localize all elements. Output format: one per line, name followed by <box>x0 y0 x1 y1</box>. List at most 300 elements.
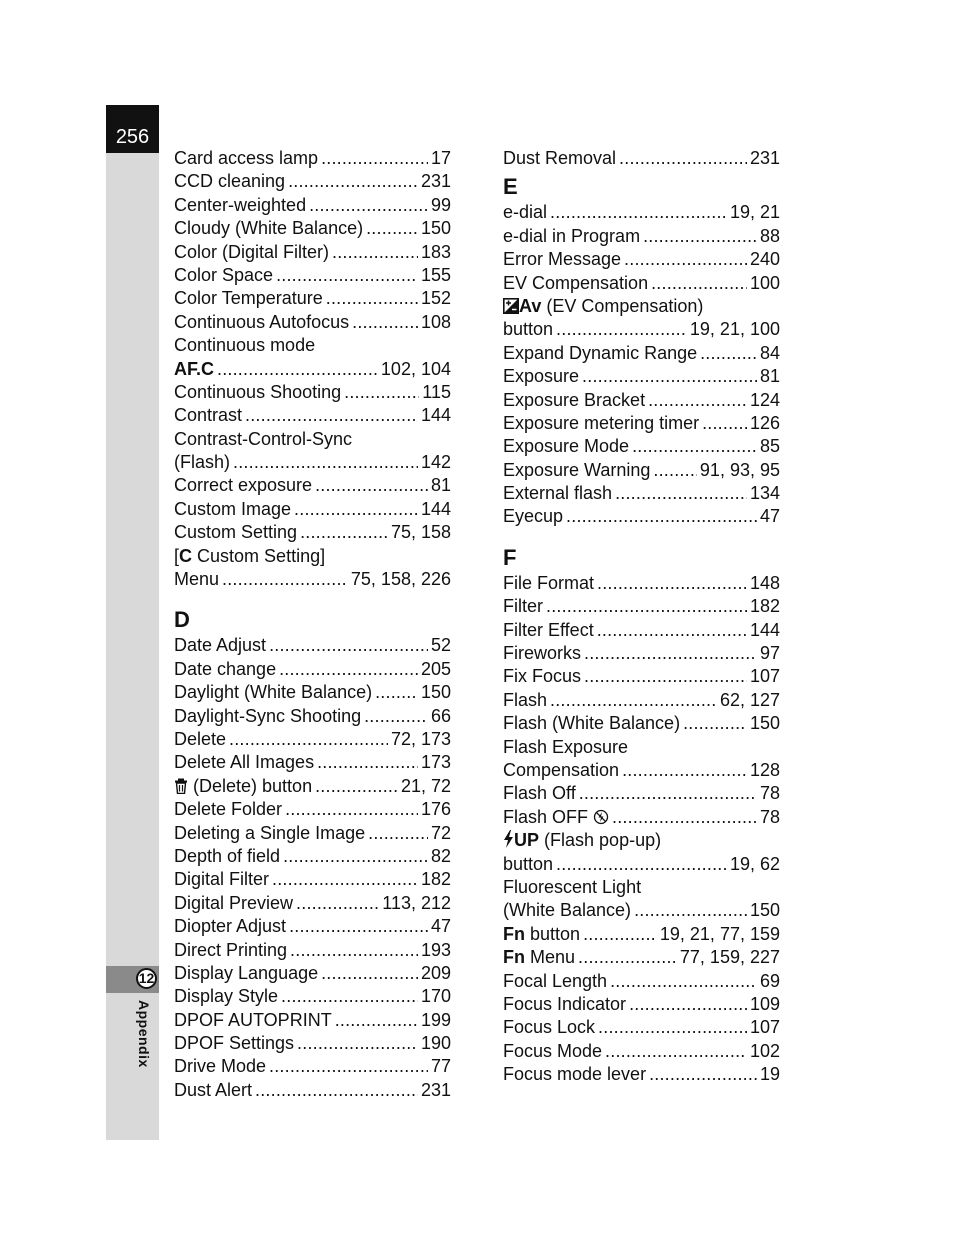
index-entry <box>174 1032 451 1055</box>
index-term <box>503 389 645 412</box>
dot-leader <box>285 798 418 821</box>
dot-leader <box>272 868 418 891</box>
index-term <box>503 459 650 482</box>
index-term-text: Date change <box>174 658 277 679</box>
dot-leader <box>556 318 687 341</box>
key-symbol: Av <box>519 295 542 316</box>
index-entry-line: Fluorescent Light <box>503 876 642 897</box>
key-symbol: Fn <box>503 947 525 968</box>
page-refs: 77 <box>430 1056 451 1077</box>
custom-setting-symbol: C <box>179 545 193 566</box>
index-term-text: CCD cleaning <box>174 171 286 192</box>
page-refs: 124 <box>749 389 780 410</box>
dot-leader <box>634 899 747 922</box>
index-entry <box>503 459 780 482</box>
section-heading: D <box>174 607 190 633</box>
page-refs: 97 <box>759 643 780 664</box>
index-term-text: Diopter Adjust <box>174 916 287 937</box>
index-entry <box>174 217 451 240</box>
dot-leader <box>245 404 418 427</box>
dot-leader <box>556 853 727 876</box>
index-term <box>174 521 297 544</box>
index-entry <box>174 962 451 985</box>
index-term <box>174 634 266 657</box>
dot-leader <box>702 412 747 435</box>
page-refs: 150 <box>420 218 451 239</box>
dot-leader <box>605 1040 747 1063</box>
index-term <box>503 759 619 782</box>
page-refs: 182 <box>420 869 451 890</box>
dot-leader <box>624 248 747 271</box>
flash-off-icon <box>593 809 609 825</box>
index-entry <box>174 241 451 264</box>
dot-leader <box>619 147 747 170</box>
index-term-text: Focus mode lever <box>503 1064 647 1085</box>
page-refs: 150 <box>749 713 780 734</box>
index-entry-line: Contrast-Control-Sync <box>174 428 353 449</box>
index-entry <box>503 712 780 735</box>
index-entry <box>174 939 451 962</box>
exposure-compensation-icon <box>503 298 519 314</box>
section-heading: F <box>503 544 517 570</box>
index-entry <box>174 751 451 774</box>
dot-leader <box>546 595 747 618</box>
index-term-text: Flash <box>503 689 548 710</box>
index-term <box>174 1009 332 1032</box>
dot-leader <box>610 970 757 993</box>
index-term <box>174 568 219 591</box>
index-term <box>503 342 697 365</box>
index-term-text: Color (Digital Filter) <box>174 241 330 262</box>
index-column-right <box>503 147 780 1086</box>
index-term <box>503 970 607 993</box>
dot-leader <box>315 775 398 798</box>
index-term <box>503 435 629 458</box>
index-term-text: e-dial in Program <box>503 225 641 246</box>
index-entry <box>503 806 780 829</box>
index-column-left <box>174 147 451 1102</box>
key-symbol: UP <box>514 830 540 851</box>
page-refs: 199 <box>420 1009 451 1030</box>
index-term-text: button <box>503 319 554 340</box>
index-term <box>174 1055 266 1078</box>
page-refs: 144 <box>420 405 451 426</box>
index-term-text: Focus Lock <box>503 1017 596 1038</box>
dot-leader <box>233 451 418 474</box>
index-entry <box>174 705 451 728</box>
index-term <box>174 658 276 681</box>
index-entry <box>174 358 451 381</box>
dot-leader <box>653 459 697 482</box>
index-term <box>174 845 280 868</box>
dot-leader <box>648 389 747 412</box>
page-refs: 173 <box>420 752 451 773</box>
dot-leader <box>578 946 677 969</box>
index-term-text: Focus Mode <box>503 1040 603 1061</box>
dot-leader <box>309 194 428 217</box>
index-entry <box>503 505 780 528</box>
index-term <box>503 1063 646 1086</box>
dot-leader <box>281 985 418 1008</box>
index-term <box>174 962 318 985</box>
dot-leader <box>229 728 388 751</box>
index-entry-line <box>503 829 780 852</box>
index-entry <box>174 287 451 310</box>
index-term-text: Direct Printing <box>174 939 288 960</box>
index-entry <box>174 1009 451 1032</box>
index-term <box>174 892 293 915</box>
dot-leader <box>344 381 419 404</box>
page-refs: 231 <box>420 1079 451 1100</box>
page-refs: 21, 72 <box>400 775 451 796</box>
page-refs: 77, 159, 227 <box>679 947 780 968</box>
index-term <box>503 1016 595 1039</box>
index-term-text: Fireworks <box>503 643 582 664</box>
dot-leader <box>566 505 757 528</box>
page-refs: 183 <box>420 241 451 262</box>
index-entry <box>503 782 780 805</box>
index-entry <box>503 970 780 993</box>
index-term-text: Flash Off <box>503 783 576 804</box>
index-term-text: Deleting a Single Image <box>174 822 366 843</box>
index-term <box>174 751 314 774</box>
dot-leader <box>368 822 428 845</box>
page-refs: 19 <box>759 1064 780 1085</box>
index-entry <box>174 634 451 657</box>
index-entry <box>503 993 780 1016</box>
dot-leader <box>583 923 657 946</box>
index-entry <box>503 482 780 505</box>
index-entry <box>503 225 780 248</box>
index-term-text: Exposure Warning <box>503 459 651 480</box>
index-term-text: File Format <box>503 572 595 593</box>
index-term <box>503 595 543 618</box>
dot-leader <box>700 342 757 365</box>
page-refs: 148 <box>749 572 780 593</box>
index-term <box>503 272 648 295</box>
page-refs: 75, 158, 226 <box>350 569 451 590</box>
dot-leader <box>584 642 757 665</box>
index-entry <box>174 451 451 474</box>
dot-leader <box>550 689 717 712</box>
page-refs: 109 <box>749 993 780 1014</box>
index-entry <box>174 845 451 868</box>
dot-leader <box>629 993 747 1016</box>
page-refs: 231 <box>420 171 451 192</box>
page-refs: 82 <box>430 845 451 866</box>
index-term <box>503 619 594 642</box>
page-refs: 81 <box>430 475 451 496</box>
index-term <box>174 985 278 1008</box>
dot-leader <box>352 311 418 334</box>
page-refs: 100 <box>749 272 780 293</box>
index-entry <box>174 474 451 497</box>
dot-leader <box>326 287 418 310</box>
index-entry <box>503 619 780 642</box>
index-entry <box>503 946 780 969</box>
index-term-text: Delete <box>174 728 227 749</box>
index-entry <box>503 412 780 435</box>
page-refs: 107 <box>749 1017 780 1038</box>
index-term-text: Continuous Autofocus <box>174 311 350 332</box>
page-refs: 150 <box>420 682 451 703</box>
index-entry <box>174 1079 451 1102</box>
dot-leader <box>375 681 418 704</box>
index-term <box>503 782 576 805</box>
index-term-text: Digital Filter <box>174 869 270 890</box>
index-entry <box>174 170 451 193</box>
page-refs: 102, 104 <box>380 358 451 379</box>
index-term <box>503 248 621 271</box>
index-term-text: Flash (White Balance) <box>503 713 681 734</box>
page-refs: 134 <box>749 483 780 504</box>
page-refs: 52 <box>430 635 451 656</box>
page-refs: 102 <box>749 1040 780 1061</box>
index-term <box>503 201 547 224</box>
dot-leader <box>584 665 747 688</box>
dot-leader <box>294 498 418 521</box>
index-term-text: Digital Preview <box>174 892 294 913</box>
page-refs: 47 <box>759 506 780 527</box>
page-refs: 66 <box>430 705 451 726</box>
index-entry <box>503 759 780 782</box>
index-term-text: Card access lamp <box>174 148 319 168</box>
dot-leader <box>279 658 418 681</box>
dot-leader <box>364 705 428 728</box>
index-entry <box>174 521 451 544</box>
dot-leader <box>597 572 747 595</box>
index-entry <box>503 272 780 295</box>
page-refs: 19, 21, 77, 159 <box>659 923 780 944</box>
page-refs: 72 <box>430 822 451 843</box>
bracket: [ <box>174 545 180 566</box>
page-refs: 155 <box>420 264 451 285</box>
page-refs: 128 <box>749 759 780 780</box>
index-term-text: (Flash pop-up) <box>544 830 662 851</box>
index-entry <box>503 853 780 876</box>
index-term-text: Color Temperature <box>174 288 323 309</box>
dot-leader <box>683 712 747 735</box>
index-entry <box>503 1040 780 1063</box>
index-term-text: button <box>530 923 581 944</box>
dot-leader <box>269 1055 428 1078</box>
index-term-text: Flash OFF <box>503 806 589 827</box>
index-term <box>503 412 699 435</box>
af-c-symbol: AF.C <box>174 358 214 379</box>
index-term-text: Exposure metering timer <box>503 412 700 433</box>
page-refs: 231 <box>749 148 780 168</box>
page-refs: 190 <box>420 1033 451 1054</box>
index-term <box>503 946 575 969</box>
index-entry <box>503 572 780 595</box>
page-refs: 176 <box>420 799 451 820</box>
index-term <box>503 147 616 170</box>
index-term <box>174 147 318 170</box>
index-term <box>503 505 563 528</box>
page-refs: 69 <box>759 970 780 991</box>
dot-leader <box>615 482 747 505</box>
index-term <box>503 853 553 876</box>
index-term-text: Depth of field <box>174 845 281 866</box>
index-term <box>174 915 286 938</box>
dot-leader <box>579 782 757 805</box>
index-entry <box>174 892 451 915</box>
dot-leader <box>632 435 757 458</box>
index-term <box>174 170 285 193</box>
index-entry <box>174 822 451 845</box>
index-term-text: Display Language <box>174 962 319 983</box>
index-entry <box>503 1016 780 1039</box>
page-refs: 19, 21, 100 <box>689 319 780 340</box>
dot-leader <box>300 521 388 544</box>
key-symbol: Fn <box>503 923 525 944</box>
index-term-text: e-dial <box>503 202 548 223</box>
page-refs: 72, 173 <box>390 728 451 749</box>
page-refs: 115 <box>422 381 451 402</box>
dot-leader <box>290 939 418 962</box>
index-term <box>503 482 612 505</box>
index-entry <box>174 147 451 170</box>
index-term <box>503 225 640 248</box>
trash-icon <box>174 778 188 794</box>
chapter-number: 12 <box>136 968 157 989</box>
index-term-text: Filter Effect <box>503 619 594 640</box>
dot-leader <box>550 201 727 224</box>
dot-leader <box>222 568 348 591</box>
index-entry <box>503 1063 780 1086</box>
dot-leader <box>276 264 418 287</box>
index-entry <box>174 568 451 591</box>
index-term-text: (EV Compensation) <box>546 295 704 316</box>
page-refs: 209 <box>420 962 451 983</box>
page-refs: 170 <box>420 986 451 1007</box>
index-entry <box>174 264 451 287</box>
index-term-text: Color Space <box>174 264 274 285</box>
dot-leader <box>643 225 757 248</box>
index-entry <box>503 248 780 271</box>
index-term <box>503 712 680 735</box>
index-term <box>174 939 287 962</box>
index-entry <box>174 381 451 404</box>
index-term <box>174 311 349 334</box>
index-term-text: Menu <box>174 569 220 590</box>
page-refs: 144 <box>749 619 780 640</box>
index-entry <box>174 775 451 798</box>
index-term <box>174 217 363 240</box>
index-term <box>503 993 626 1016</box>
index-term <box>174 287 323 310</box>
dot-leader <box>612 806 757 829</box>
index-term-text: Custom Setting] <box>197 545 326 566</box>
page-refs: 150 <box>749 900 780 921</box>
index-term-text: Dust Removal <box>503 148 617 168</box>
page-refs: 85 <box>759 436 780 457</box>
index-term <box>174 451 230 474</box>
index-term-text: External flash <box>503 483 613 504</box>
index-term <box>174 381 341 404</box>
flash-bolt-icon <box>503 830 514 848</box>
index-term <box>174 264 273 287</box>
page-refs: 99 <box>430 194 451 215</box>
index-term <box>503 899 631 922</box>
index-term-text: Delete All Images <box>174 752 315 773</box>
dot-leader <box>651 272 747 295</box>
index-entry <box>503 595 780 618</box>
index-entry <box>503 201 780 224</box>
page-refs: 144 <box>420 498 451 519</box>
index-term <box>503 923 580 946</box>
index-term-text: button <box>503 853 554 874</box>
index-term <box>503 806 609 829</box>
index-entry <box>174 681 451 704</box>
dot-leader <box>217 358 378 381</box>
index-term-text: (Flash) <box>174 452 231 473</box>
dot-leader <box>598 1016 747 1039</box>
index-term <box>503 642 581 665</box>
index-entry <box>503 665 780 688</box>
index-term-text: DPOF AUTOPRINT <box>174 1009 332 1030</box>
index-term <box>174 775 312 798</box>
index-term-text: (Delete) button <box>193 775 313 796</box>
page-number: 256 <box>115 126 150 148</box>
dot-leader <box>288 170 418 193</box>
index-term-text: Custom Setting <box>174 522 298 543</box>
page-refs: 78 <box>759 783 780 804</box>
index-term-text: Display Style <box>174 986 279 1007</box>
index-term-text: Continuous Shooting <box>174 381 342 402</box>
page-refs: 75, 158 <box>390 522 451 543</box>
index-term <box>503 665 581 688</box>
dot-leader <box>315 474 428 497</box>
dot-leader <box>255 1079 418 1102</box>
index-term-text: Center-weighted <box>174 194 307 215</box>
index-term <box>174 498 291 521</box>
index-entry <box>174 311 451 334</box>
index-entry-line: Flash Exposure <box>503 736 629 757</box>
dot-leader <box>622 759 747 782</box>
dot-leader <box>317 751 418 774</box>
dot-leader <box>283 845 428 868</box>
page-refs: 240 <box>749 249 780 270</box>
index-term <box>174 1079 252 1102</box>
index-entry <box>503 689 780 712</box>
index-entry <box>174 985 451 1008</box>
dot-leader <box>366 217 418 240</box>
index-entry-line <box>503 295 780 318</box>
index-term <box>174 798 282 821</box>
page-refs: 19, 62 <box>729 853 780 874</box>
index-term <box>174 822 365 845</box>
page-refs: 78 <box>759 806 780 827</box>
index-term <box>503 318 553 341</box>
dot-leader <box>296 892 379 915</box>
page-refs: 152 <box>420 288 451 309</box>
index-term <box>503 1040 602 1063</box>
index-term <box>174 728 226 751</box>
page-refs: 62, 127 <box>719 689 780 710</box>
dot-leader <box>332 241 418 264</box>
page-refs: 91, 93, 95 <box>699 459 780 480</box>
index-term-text: Focal Length <box>503 970 608 991</box>
chapter-label: Appendix <box>136 1000 152 1068</box>
page-refs: 81 <box>759 366 780 387</box>
index-term <box>503 572 594 595</box>
index-term-text: Daylight (White Balance) <box>174 682 373 703</box>
index-term-text: Error Message <box>503 249 622 270</box>
index-term-text: Focus Indicator <box>503 993 627 1014</box>
index-entry <box>503 365 780 388</box>
dot-leader <box>321 147 428 170</box>
